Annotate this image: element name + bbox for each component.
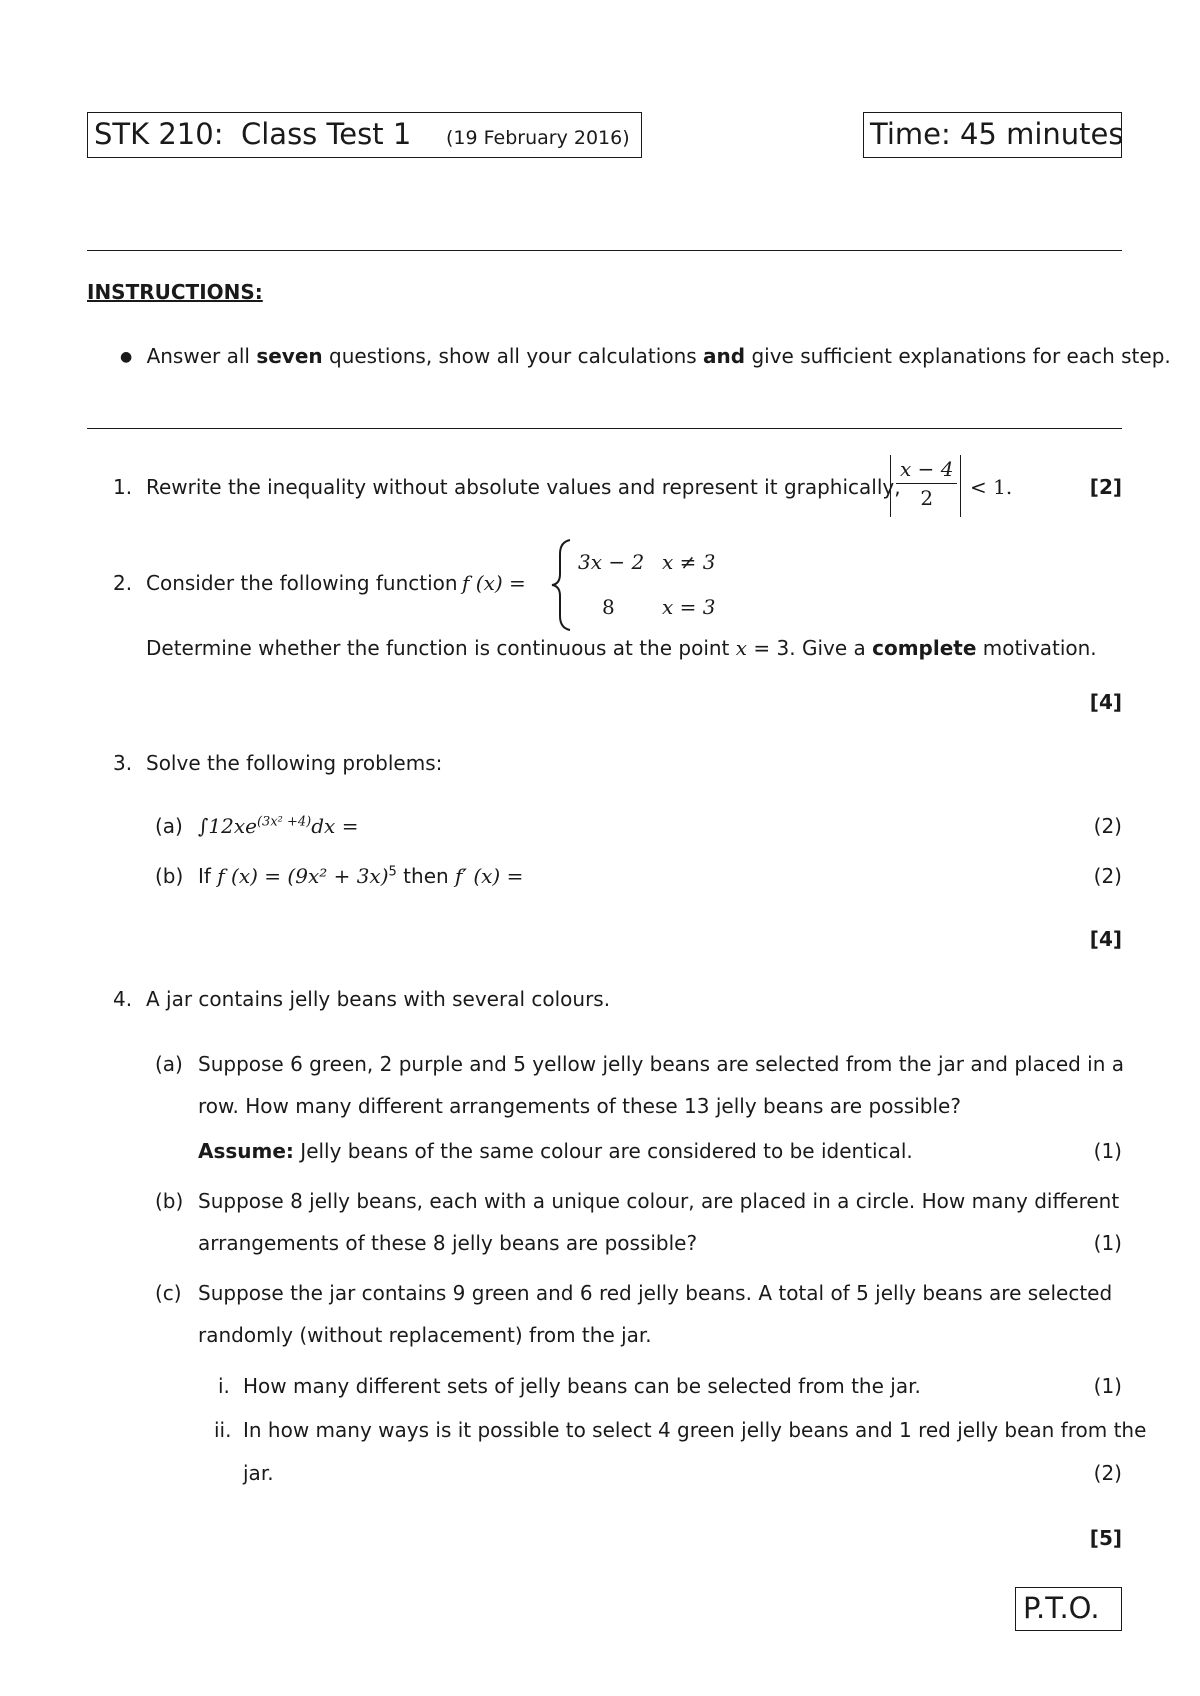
title-box <box>87 112 642 158</box>
q3a-integral: ∫12xe <box>198 814 257 838</box>
q3b-label: (b) <box>155 864 184 888</box>
q4a-line1: Suppose 6 green, 2 purple and 5 yellow jelly beans are selected from the jar and placed in a <box>198 1052 1125 1076</box>
q3-marks: [4] <box>1089 927 1122 951</box>
instruction-bold-and: and <box>703 344 746 368</box>
test-date: (19 February 2016) <box>446 127 630 149</box>
q1-rhs: < 1. <box>970 475 1013 499</box>
q3a-tail: dx = <box>311 814 359 838</box>
q1-marks: [2] <box>1089 475 1122 499</box>
q4a-assume <box>198 1139 913 1163</box>
q4a-assume-text: Jelly beans of the same colour are considered to be identical. <box>293 1139 913 1163</box>
q2-brace <box>548 538 578 632</box>
q4-number: 4. <box>113 987 133 1011</box>
test-title: Class Test 1 <box>241 117 412 151</box>
q4cii-marks: (2) <box>1093 1461 1122 1485</box>
q2-det-bold: complete <box>872 636 977 660</box>
q2-case2-expr: 8 <box>602 595 615 619</box>
bullet-icon: ● <box>120 349 133 365</box>
q2-det-math: x <box>735 636 748 660</box>
q2-det-text-1: Determine whether the function is continuous at the point <box>146 636 736 660</box>
q4ci-label: i. <box>218 1374 230 1398</box>
q4-text: A jar contains jelly beans with several colours. <box>146 987 611 1011</box>
q2-determine <box>146 636 1097 660</box>
q3b-expression <box>198 864 523 888</box>
q4b-line1: Suppose 8 jelly beans, each with a unique colour, are placed in a circle. How many different <box>198 1189 1120 1213</box>
instruction-text-2: questions, show all your calculations <box>322 344 704 368</box>
q1-denominator: 2 <box>920 486 934 510</box>
q1-fraction <box>896 457 957 510</box>
course-code: STK 210: <box>94 117 224 151</box>
q4c-line1: Suppose the jar contains 9 green and 6 red jelly beans. A total of 5 jelly beans are selected <box>198 1281 1113 1305</box>
q4ci-text: How many different sets of jelly beans can be selected from the jar. <box>243 1374 921 1398</box>
q4b-label: (b) <box>155 1189 184 1213</box>
instruction-bold-seven: seven <box>256 344 323 368</box>
instruction-text-3: give sufficient explanations for each step. <box>745 344 1171 368</box>
q2-case2-cond: x = 3 <box>662 595 716 619</box>
q1-text: Rewrite the inequality without absolute values and represent it graphically, <box>146 475 901 499</box>
top-rule <box>87 250 1122 251</box>
q4cii-label: ii. <box>214 1418 232 1442</box>
q2-fx: f (x) = <box>462 571 526 595</box>
q3b-then: then <box>396 864 456 888</box>
pto-text: P.T.O. <box>1023 1591 1100 1625</box>
q3a-expression <box>198 814 358 838</box>
q3b-marks: (2) <box>1093 864 1122 888</box>
q1-number: 1. <box>113 475 133 499</box>
q3-number: 3. <box>113 751 133 775</box>
q4a-assume-label: Assume: <box>198 1139 294 1163</box>
q4-marks: [5] <box>1089 1526 1122 1550</box>
q4c-label: (c) <box>155 1281 182 1305</box>
q3b-power: 5 <box>388 864 397 880</box>
instruction-bullet <box>120 344 1171 368</box>
middle-rule <box>87 428 1122 429</box>
abs-bar-right <box>960 455 961 517</box>
q3b-function: f (x) = (9x² + 3x) <box>217 864 389 888</box>
q3b-derivative: f′ (x) = <box>455 864 524 888</box>
q4cii-line2: jar. <box>243 1461 274 1485</box>
q3b-if: If <box>198 864 218 888</box>
time-limit: Time: 45 minutes <box>870 117 1124 151</box>
q2-text: Consider the following function <box>146 571 458 595</box>
q2-marks: [4] <box>1089 690 1122 714</box>
q3a-marks: (2) <box>1093 814 1122 838</box>
q2-det-text-2: = 3. Give a <box>747 636 873 660</box>
q4b-line2: arrangements of these 8 jelly beans are possible? <box>198 1231 698 1255</box>
pto-box <box>1015 1587 1122 1631</box>
q4cii-line1: In how many ways is it possible to select 4 green jelly beans and 1 red jelly bean from the <box>243 1418 1147 1442</box>
q2-case1-cond: x ≠ 3 <box>662 550 716 574</box>
q4b-marks: (1) <box>1093 1231 1122 1255</box>
time-box <box>863 112 1122 158</box>
q4a-label: (a) <box>155 1052 183 1076</box>
left-brace-icon <box>548 538 578 632</box>
q4a-line2: row. How many different arrangements of these 13 jelly beans are possible? <box>198 1094 961 1118</box>
q2-det-text-3: motivation. <box>976 636 1097 660</box>
q4ci-marks: (1) <box>1093 1374 1122 1398</box>
q1-numerator: x − 4 <box>896 457 957 484</box>
q2-case1-expr: 3x − 2 <box>578 550 645 574</box>
abs-bar-left <box>890 455 891 517</box>
q3a-exponent: (3x² +4) <box>256 814 312 830</box>
instruction-text-1: Answer all <box>146 344 257 368</box>
instructions-heading: INSTRUCTIONS: <box>87 280 263 304</box>
q3-text: Solve the following problems: <box>146 751 443 775</box>
q4a-marks: (1) <box>1093 1139 1122 1163</box>
q3a-label: (a) <box>155 814 183 838</box>
q4c-line2: randomly (without replacement) from the jar. <box>198 1323 652 1347</box>
q2-number: 2. <box>113 571 133 595</box>
